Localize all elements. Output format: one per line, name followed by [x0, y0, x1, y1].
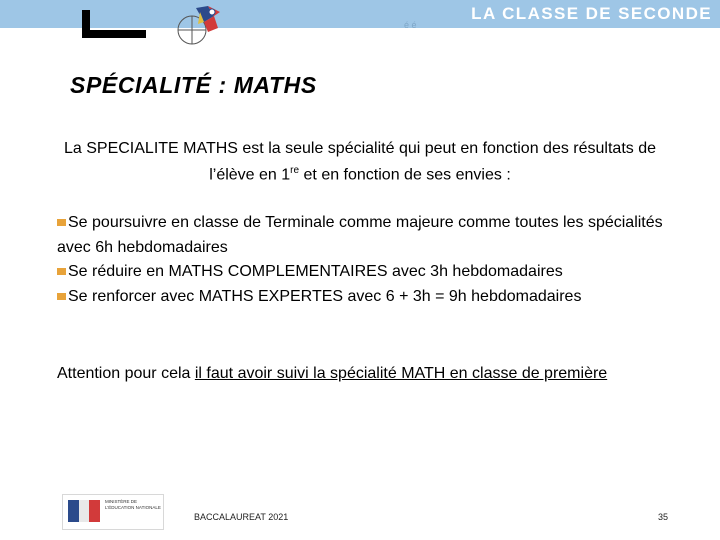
footer-label: BACCALAUREAT 2021 [194, 512, 289, 522]
ministry-logo-text: MINISTÈRE DE L’ÉDUCATION NATIONALE [105, 499, 161, 510]
bullet-square-icon [57, 268, 66, 275]
bullet-list [57, 211, 677, 309]
bullet-square-icon [57, 293, 66, 300]
page-number: 35 [658, 512, 669, 522]
bullet-item [57, 211, 677, 260]
slide-heading: SPÉCIALITÉ : MATHS [70, 72, 317, 98]
french-flag-icon [68, 500, 100, 522]
intro-paragraph [60, 138, 660, 186]
bullet-item [57, 285, 677, 310]
faint-header-text: é é [404, 20, 417, 30]
corner-logo [72, 0, 148, 40]
bullet-text: Se renforcer avec MATHS EXPERTES avec 6 + 3h = 9h hebdomadaires [68, 287, 582, 305]
ministry-logo [62, 494, 164, 530]
academy-emblem-icon [174, 2, 226, 46]
bullet-text: Se réduire en MATHS COMPLEMENTAIRES avec 3h hebdomadaires [68, 263, 563, 280]
bullet-text: Se poursuivre en classe de Terminale comme majeure comme toutes les spécialités avec 6h hebdomadaires [57, 214, 663, 256]
attention-note [57, 363, 657, 385]
attention-underlined-text: il faut avoir suivi la spécialité MATH en classe de première [194, 365, 608, 382]
intro-text-part1: La SPECIALITE MATHS est la seule spécialité qui peut en fonction des résultats de l’élève en 1 [63, 140, 656, 184]
intro-superscript: re [290, 165, 300, 176]
attention-prefix: Attention pour cela [57, 365, 195, 382]
intro-text-part2: et en fonction de ses envies : [299, 166, 511, 184]
bullet-square-icon [57, 219, 66, 226]
header-title: LA CLASSE DE SECONDE [471, 4, 712, 23]
bullet-item [57, 260, 677, 285]
